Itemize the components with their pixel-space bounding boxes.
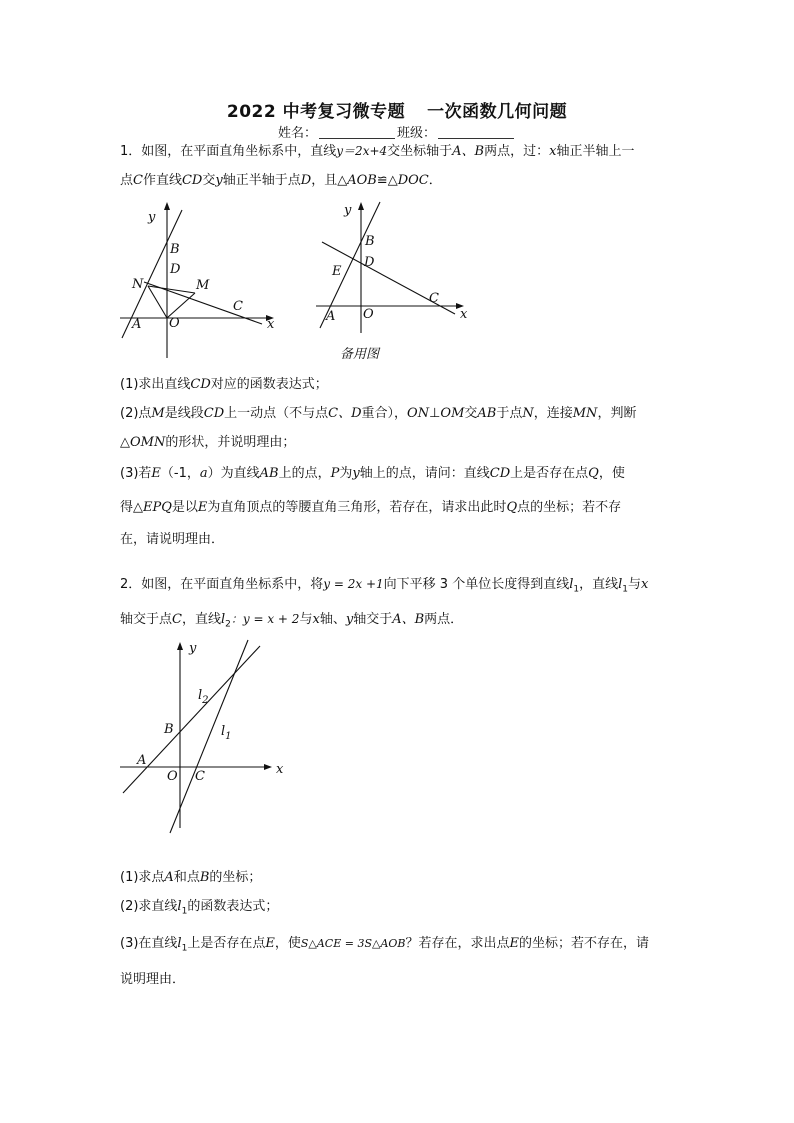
text: l [569,577,574,592]
text: 于点 [496,406,523,421]
text: C [133,173,143,188]
text: 作直线 [142,173,182,188]
q1-part2-cont [120,428,680,457]
text: ≌△ [376,173,398,188]
label-y: y [344,203,352,218]
text: a [199,466,208,481]
text: CD [203,406,225,421]
text: 是以 [171,500,198,515]
label-a: A [326,309,336,324]
label-l1 [221,724,232,742]
text: A [164,870,174,885]
class-label: 班级： [397,126,437,141]
text: OM [440,406,465,421]
text: 的坐标； [209,870,262,885]
title-main: 2022 中考复习微专题 [226,102,406,122]
y-axis-arrow [164,202,170,210]
q1-figure-main [112,198,282,358]
subscript: 1 [622,584,629,595]
text: 得△ [120,500,143,515]
text: C [172,611,182,627]
q2-area-equation: S△ACE = 3S△AOB [300,936,406,950]
text: A、B [452,144,485,159]
text: y [352,466,360,481]
label-l2-text: l [198,688,203,703]
text: (1)求点 [120,870,165,885]
text: y [345,611,354,627]
label-x: x [276,762,284,777]
text: EPQ [143,500,172,515]
text: D [300,173,312,188]
text: CD [489,466,511,481]
text: 点的坐标；若不存 [517,500,622,515]
text: l [177,935,182,951]
subscript: 1 [573,584,580,595]
text: ，连接 [533,406,573,421]
text: 两点． [424,611,464,627]
label-a: A [132,317,142,332]
text: 点 [120,173,134,188]
text: M [151,406,165,421]
q2-part3-cont [120,965,680,994]
label-x: x [460,307,468,322]
label-y: y [189,641,197,656]
q1-stem [120,137,680,195]
y-axis-arrow [358,202,364,210]
text: (3)在直线 [120,935,178,951]
label-b: B [164,722,174,737]
text: 与 [628,577,642,592]
label-y: y [148,210,156,225]
segment-om [167,293,195,318]
text: P [330,466,340,481]
text: (2)点 [120,406,152,421]
text: E [151,466,161,481]
subscript: 1 [181,906,188,917]
text: Q [506,500,518,515]
text: AB [477,406,497,421]
label-x: x [267,317,275,332]
text: 两点，过： [484,144,550,159]
q2-parts [120,863,680,994]
q2-figure [115,638,295,838]
text: 的坐标；若不存在，请 [519,935,650,951]
q2-stem [120,570,680,639]
text: A、B [392,611,425,627]
label-d: D [364,255,375,270]
text: CD [190,377,211,392]
subscript: 1 [181,943,188,954]
label-o: O [169,316,180,331]
title-sub: 一次函数几何问题 [427,102,568,122]
text: 轴上的点，请问：直线 [359,466,490,481]
text: 1．如图，在平面直角坐标系中，直线 [120,144,337,159]
text: （-1， [160,466,200,481]
text: B [199,870,210,885]
text: ON [407,406,430,421]
line-l2 [123,646,260,793]
q2-equation-2: ：y = x + 2 [230,611,300,626]
q2-part1 [120,863,680,892]
text: 对应的函数表达式； [210,377,328,392]
label-c: C [195,769,205,784]
text: C、D [328,406,362,421]
text: l [220,611,226,627]
label-m: M [196,278,210,293]
label-l1-text: l [221,724,226,739]
q1-part3-cont2 [120,525,680,554]
text: (1)求出直线 [120,377,191,392]
text: 2．如图，在平面直角坐标系中，将 [120,577,324,592]
text: 交 [202,173,216,188]
text: 与 [299,611,313,627]
q2-stem-line1 [120,570,680,605]
text: 轴交于点 [120,611,173,627]
text: ）为直线 [207,466,260,481]
text: 上的点， [278,466,331,481]
text: 上是否存在点 [510,466,589,481]
text: l [177,899,182,914]
label-o: O [167,769,178,784]
text: 为直角顶点的等腰直角三角形，若存在，请求出此时 [207,500,507,515]
text: 上是否存在点 [187,935,266,951]
q1-part1 [120,370,680,399]
q1-part3-cont [120,491,680,525]
text: ，且△ [311,173,348,188]
text: 上一动点（不与点 [224,406,329,421]
q1-figure-spare [310,198,480,368]
text: ，直线 [579,577,619,592]
text: E [509,935,520,951]
y-axis-arrow [177,642,183,650]
figure-caption: 备用图 [340,347,380,362]
q2-part3 [120,927,680,966]
text: x [312,611,320,627]
q1-part3 [120,457,680,491]
label-c: C [429,291,439,306]
text: AOB [347,173,377,188]
text: 的形状，并说明理由； [165,435,296,450]
label-a: A [137,753,147,768]
q2-equation-1: y = 2x +1 [323,577,384,591]
text: 交坐标轴于 [387,144,453,159]
text: 轴交于 [353,611,393,627]
text: l [618,577,623,592]
text: 轴、 [319,611,346,627]
text: Q [588,466,599,481]
text: 为 [339,466,353,481]
text: ⊥ [429,406,441,421]
text: N [522,406,534,421]
text: 轴正半轴于点 [222,173,301,188]
text: ，直线 [181,611,221,627]
label-c: C [233,299,243,314]
line-l1 [170,640,248,833]
name-label: 姓名： [277,126,317,141]
text: E [197,500,208,515]
text: (2)求直线 [120,899,178,914]
text: ，使 [598,466,625,481]
text: (3)若 [120,466,152,481]
text: x [641,577,649,592]
text: ，判断 [597,406,637,421]
q1-parts [120,370,680,554]
q1-stem-line2 [120,166,680,195]
text: y [215,173,223,188]
text: DOC [397,173,429,188]
label-o: O [363,307,374,322]
label-b: B [365,234,375,249]
label-l1-sub: 1 [225,731,232,742]
x-axis-arrow [264,764,272,770]
label-l2-sub: 2 [202,695,209,706]
text: AB [259,466,279,481]
text: 交 [464,406,478,421]
q2-stem-line2 [120,605,680,640]
text: OMN [130,435,166,450]
text: 向下平移 3 个单位长度得到直线 [383,577,570,592]
text: x [549,144,557,159]
label-n: N [132,277,144,292]
label-d: D [170,262,181,277]
text: 说明理由． [120,972,186,988]
text: ，使 [274,935,301,951]
q1-line-equation: y＝2x+4 [336,144,388,158]
segment-on [148,286,167,318]
label-e: E [332,264,342,279]
text: CD [181,173,203,188]
text: 重合）， [361,406,408,421]
label-b: B [170,242,180,257]
text: 在，请说明理由． [120,532,225,547]
text: 是线段 [164,406,204,421]
text: 的函数表达式； [187,899,279,914]
text: 和点 [173,870,200,885]
text: E [265,935,275,951]
label-l2 [198,688,209,706]
text: 轴正半轴上一 [556,144,635,159]
page-title [0,97,794,122]
text: △ [120,435,130,450]
text: ？若存在，求出点 [405,935,510,951]
q1-stem-line1 [120,137,680,166]
text: ． [428,173,442,188]
subscript: 2 [225,619,231,630]
q1-part2 [120,399,680,428]
q2-part2 [120,892,680,927]
text: MN [572,406,598,421]
